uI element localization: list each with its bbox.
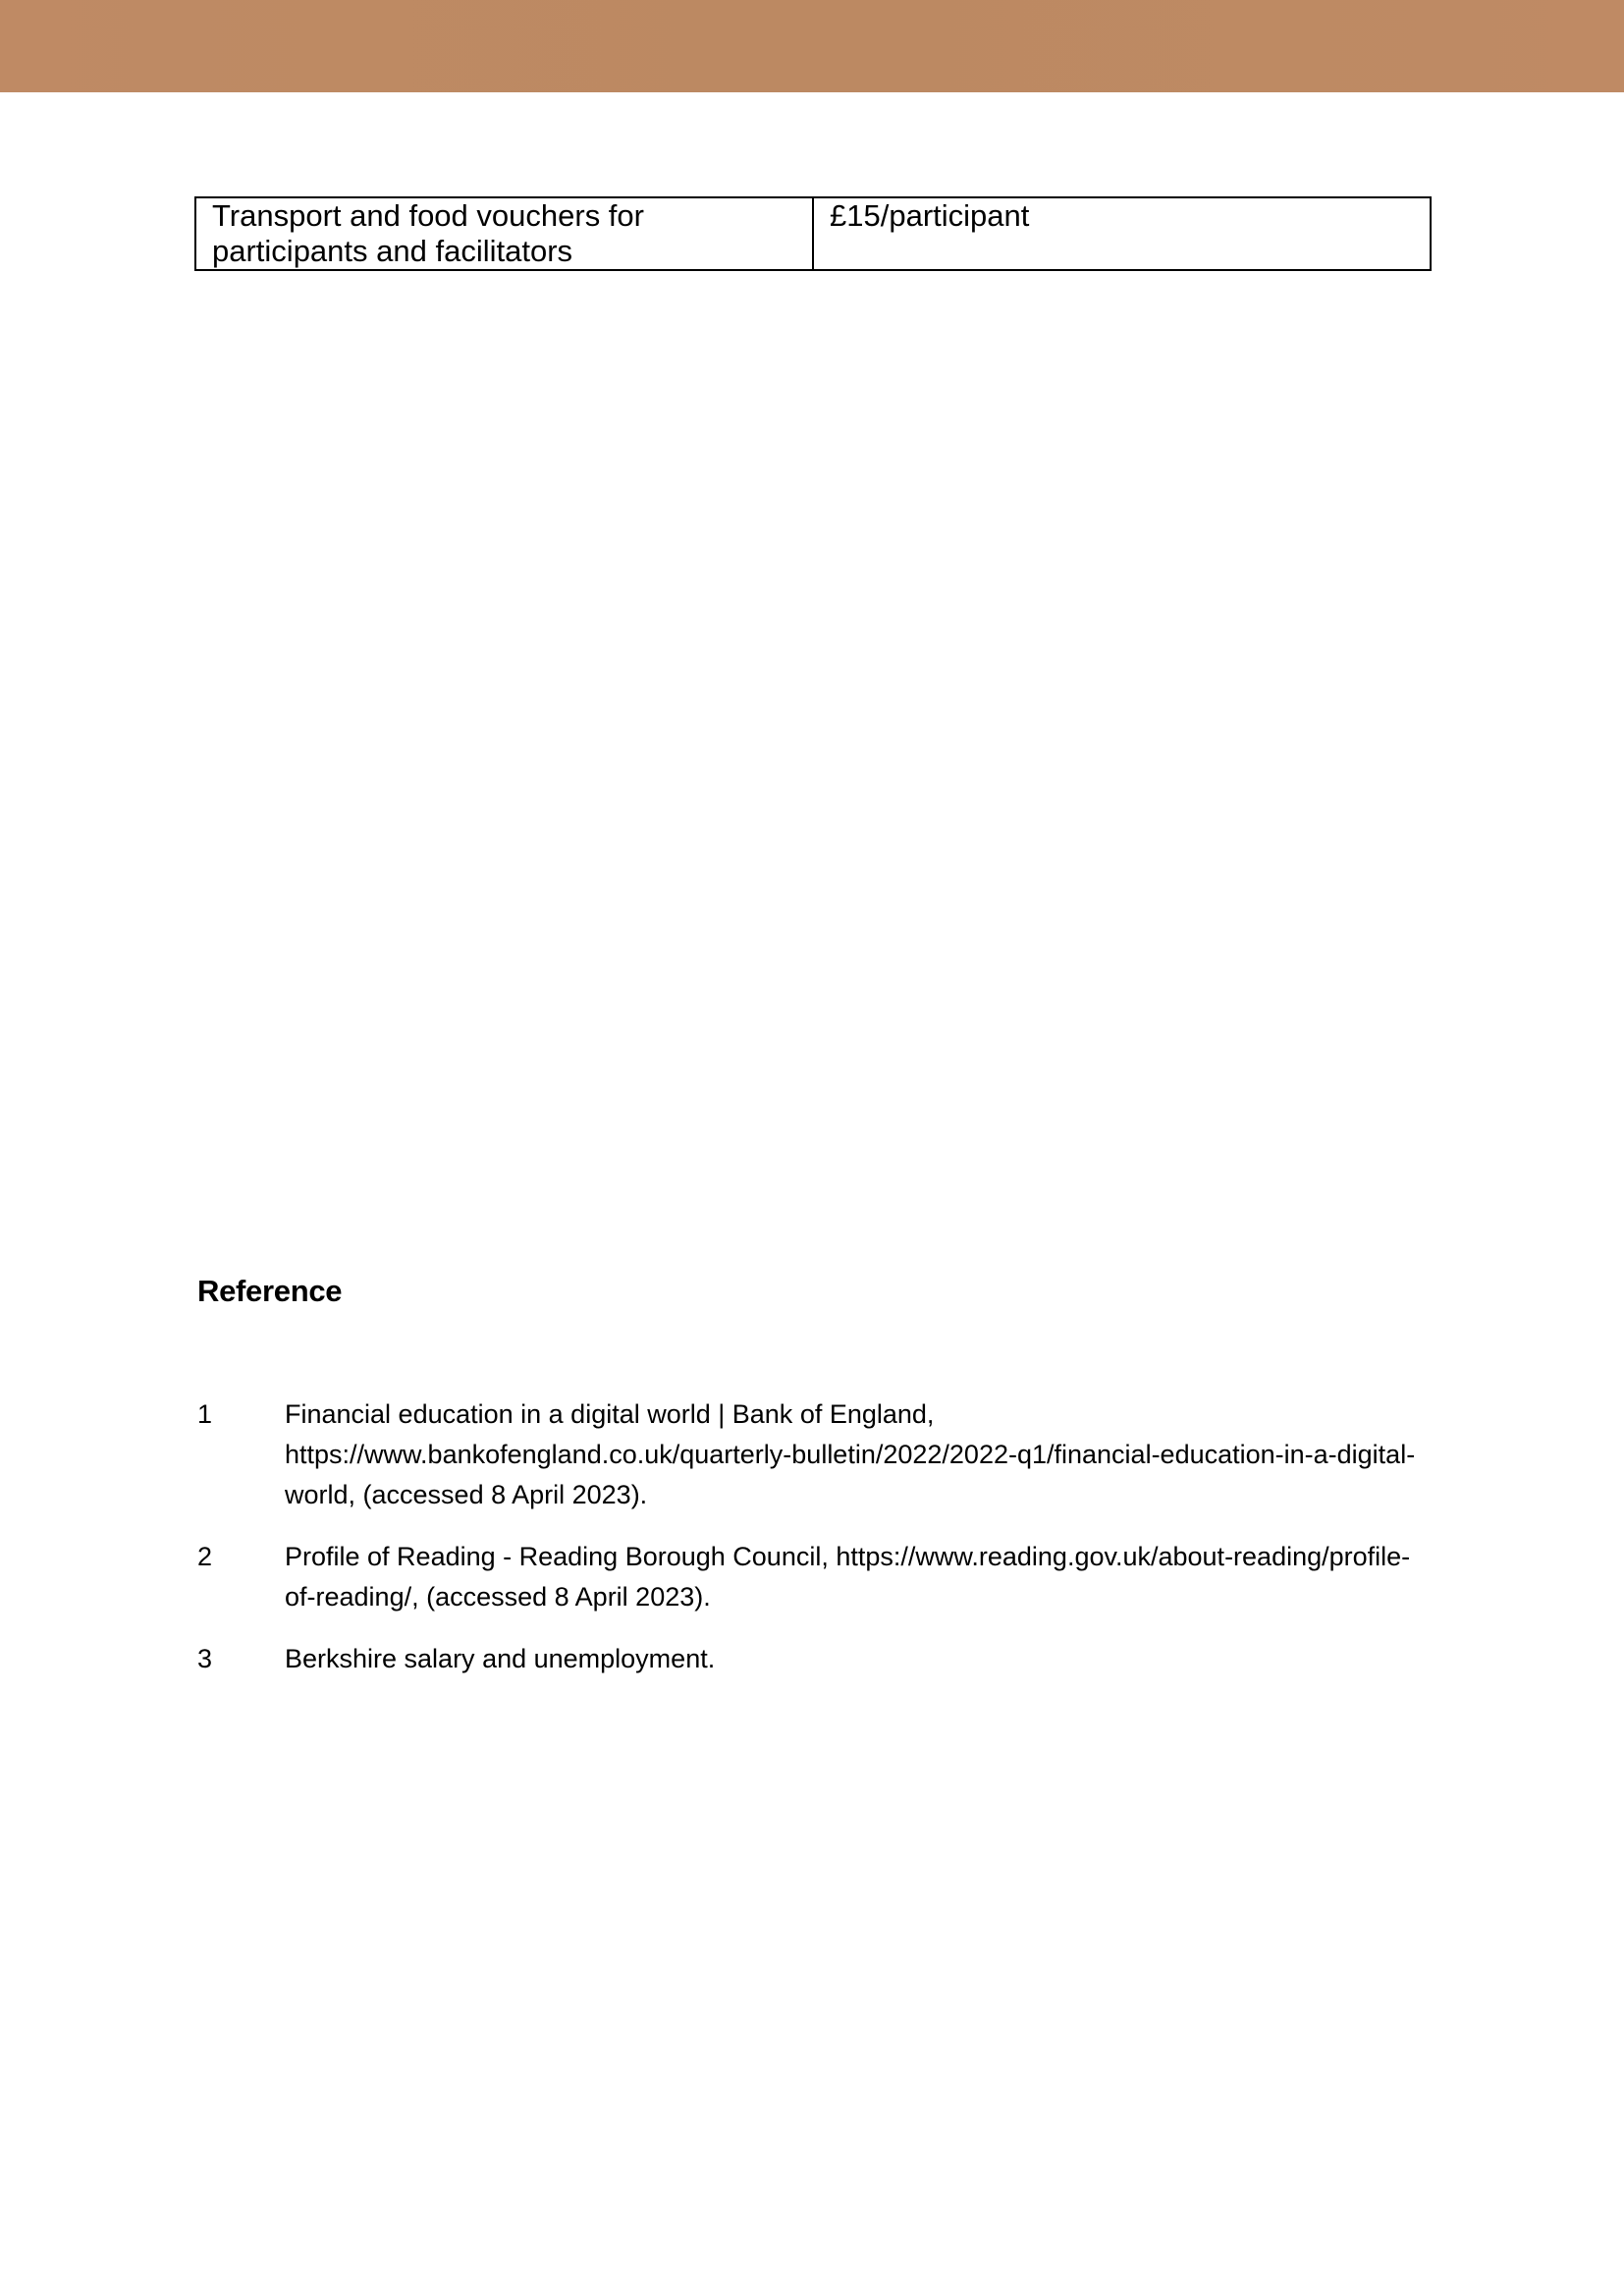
reference-number: 3 xyxy=(197,1644,213,1673)
table-cell-cost: £15/participant xyxy=(813,197,1431,270)
cost-table xyxy=(194,196,1432,271)
references-heading: Reference xyxy=(197,1274,343,1308)
reference-number: 1 xyxy=(197,1399,213,1429)
references-list xyxy=(197,1394,1435,1701)
header-band xyxy=(0,0,1624,92)
reference-item xyxy=(197,1394,1435,1515)
reference-text: Profile of Reading - Reading Borough Council, https://www.reading.gov.uk/about-reading/profile-of-reading/, (accessed 8 April 2023). xyxy=(285,1542,1411,1612)
reference-text: Financial education in a digital world | Bank of England, https://www.bankofengland.co.uk/quarterly-bulletin/2022/2022-q1/financial-education-in-a-digital-world, (accessed 8 April 2023). xyxy=(285,1399,1416,1509)
table-row xyxy=(195,197,1431,270)
reference-number: 2 xyxy=(197,1542,213,1571)
reference-item xyxy=(197,1639,1435,1679)
reference-text: Berkshire salary and unemployment. xyxy=(285,1644,716,1673)
table-cell-item: Transport and food vouchers for participants and facilitators xyxy=(195,197,813,270)
reference-item xyxy=(197,1537,1435,1617)
